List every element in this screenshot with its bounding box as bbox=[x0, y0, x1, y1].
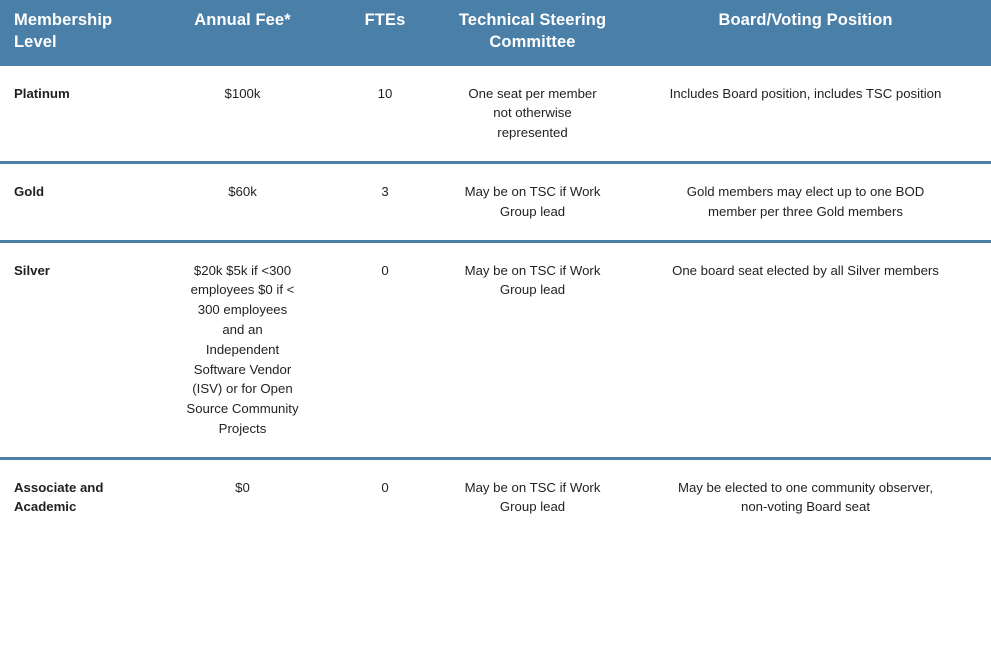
cell-ftes: 10 bbox=[325, 66, 445, 163]
header-technical-steering-committee: Technical Steering Committee bbox=[445, 0, 620, 66]
cell-technical-steering-committee: May be on TSC if Work Group lead bbox=[464, 479, 601, 515]
cell-annual-fee: $100k bbox=[160, 66, 325, 163]
header-board-voting-position: Board/Voting Position bbox=[620, 0, 991, 66]
cell-membership-level: Silver bbox=[0, 241, 160, 458]
cell-ftes: 0 bbox=[325, 241, 445, 458]
cell-membership-level: Associate and Academic bbox=[14, 479, 104, 515]
header-ftes: FTEs bbox=[325, 0, 445, 66]
table-row bbox=[0, 66, 991, 163]
cell-technical-steering-committee: May be on TSC if Work Group lead bbox=[445, 241, 620, 458]
cell-membership-level: Platinum bbox=[0, 66, 160, 163]
header-annual-fee: Annual Fee* bbox=[160, 0, 325, 66]
header-membership-level: Membership Level bbox=[0, 0, 160, 66]
table-row bbox=[0, 241, 991, 458]
cell-ftes: 0 bbox=[381, 479, 389, 495]
cell-annual-fee: $0 bbox=[235, 479, 250, 495]
table-body bbox=[0, 66, 991, 536]
cell-annual-fee: $60k bbox=[160, 162, 325, 241]
cell-board-voting-position: May be elected to one community observer, non-voting Board seat bbox=[677, 479, 934, 515]
cell-technical-steering-committee: May be on TSC if Work Group lead bbox=[445, 162, 620, 241]
table-row bbox=[0, 458, 991, 535]
cell-board-voting-position: Gold members may elect up to one BOD member per three Gold members bbox=[620, 162, 991, 241]
cell-membership-level: Gold bbox=[0, 162, 160, 241]
cell-ftes: 3 bbox=[325, 162, 445, 241]
cell-board-voting-position: One board seat elected by all Silver members bbox=[620, 241, 991, 458]
cell-annual-fee: $20k $5k if <300 employees $0 if < 300 employees and an Independent Software Vendor (ISV) or for Open Source Community Projects bbox=[160, 241, 325, 458]
table-header-row bbox=[0, 0, 991, 66]
table-row bbox=[0, 162, 991, 241]
table-header bbox=[0, 0, 991, 66]
cell-technical-steering-committee: One seat per member not otherwise represented bbox=[445, 66, 620, 163]
cell-board-voting-position: Includes Board position, includes TSC position bbox=[620, 66, 991, 163]
